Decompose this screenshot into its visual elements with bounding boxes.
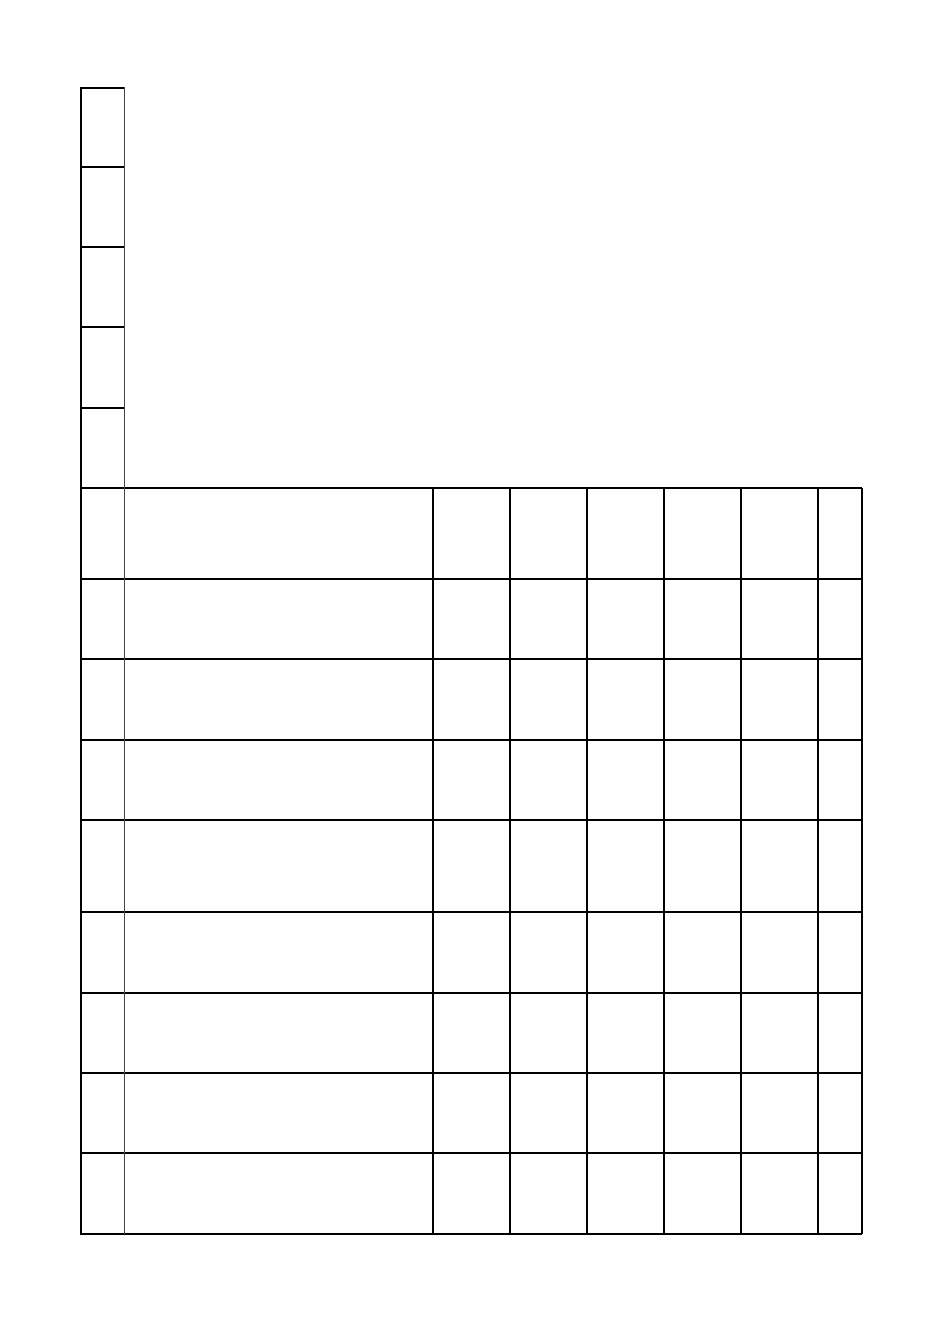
- option-f: [817, 167, 862, 247]
- option-e: [740, 167, 817, 247]
- option-b: [509, 488, 586, 579]
- question-number: [80, 740, 124, 820]
- option-d: [663, 1073, 740, 1153]
- option-e: [740, 327, 817, 408]
- option-c: [586, 740, 663, 820]
- option-f: [817, 912, 862, 993]
- option-c: [586, 167, 663, 247]
- option-b: [509, 993, 586, 1073]
- option-a: [432, 87, 509, 167]
- grid-line: [80, 1152, 862, 1154]
- option-d: [663, 579, 740, 659]
- option-d: [663, 408, 740, 488]
- question-text: [124, 740, 432, 820]
- question-number: [80, 1073, 124, 1153]
- question-number: [80, 1153, 124, 1234]
- option-f: [817, 327, 862, 408]
- question-number: [80, 659, 124, 740]
- question-text: [124, 820, 432, 912]
- grid-line: [80, 1072, 862, 1074]
- grid-line: [817, 488, 819, 1234]
- question-text: [124, 327, 432, 408]
- option-a: [432, 912, 509, 993]
- question-text: [124, 167, 432, 247]
- option-c: [586, 579, 663, 659]
- question-text: [124, 912, 432, 993]
- option-a: [432, 740, 509, 820]
- question-text: [124, 408, 432, 488]
- option-a: [432, 488, 509, 579]
- option-e: [740, 820, 817, 912]
- grid-line: [124, 87, 125, 1234]
- question-number: [80, 579, 124, 659]
- question-text: [124, 579, 432, 659]
- grid-line: [80, 166, 124, 168]
- grid-line: [80, 658, 862, 660]
- option-c: [586, 912, 663, 993]
- grid-line: [663, 488, 665, 1234]
- question-text: [124, 1153, 432, 1234]
- option-a: [432, 167, 509, 247]
- option-b: [509, 579, 586, 659]
- question-number: [80, 247, 124, 327]
- option-a: [432, 993, 509, 1073]
- question-number: [80, 87, 124, 167]
- option-e: [740, 993, 817, 1073]
- option-b: [509, 167, 586, 247]
- option-c: [586, 820, 663, 912]
- option-f: [817, 1153, 862, 1234]
- option-c: [586, 1153, 663, 1234]
- option-c: [586, 87, 663, 167]
- option-f: [817, 247, 862, 327]
- option-a: [432, 408, 509, 488]
- option-d: [663, 1153, 740, 1234]
- grid-line: [586, 488, 588, 1234]
- option-a: [432, 327, 509, 408]
- grid-line: [861, 488, 863, 1234]
- option-b: [509, 740, 586, 820]
- option-c: [586, 488, 663, 579]
- option-b: [509, 912, 586, 993]
- question-text: [124, 488, 432, 579]
- grid-line: [80, 739, 862, 741]
- grid-line: [80, 911, 862, 913]
- question-number: [80, 488, 124, 579]
- grid-line: [740, 488, 742, 1234]
- grid-line: [80, 326, 124, 328]
- option-e: [740, 488, 817, 579]
- grid-line: [80, 246, 124, 248]
- grid-line: [80, 819, 862, 821]
- question-number: [80, 993, 124, 1073]
- option-e: [740, 912, 817, 993]
- option-d: [663, 87, 740, 167]
- option-a: [432, 659, 509, 740]
- question-text: [124, 247, 432, 327]
- grid-line: [80, 1233, 862, 1235]
- option-e: [740, 408, 817, 488]
- option-d: [663, 327, 740, 408]
- option-b: [509, 327, 586, 408]
- option-f: [817, 659, 862, 740]
- option-f: [817, 87, 862, 167]
- option-b: [509, 247, 586, 327]
- option-f: [817, 820, 862, 912]
- option-f: [817, 488, 862, 579]
- option-b: [509, 820, 586, 912]
- question-number: [80, 820, 124, 912]
- grid-line: [80, 487, 862, 489]
- option-a: [432, 820, 509, 912]
- option-a: [432, 247, 509, 327]
- option-d: [663, 247, 740, 327]
- option-d: [663, 820, 740, 912]
- grid-line: [80, 407, 124, 409]
- option-c: [586, 659, 663, 740]
- option-b: [509, 659, 586, 740]
- option-b: [509, 408, 586, 488]
- option-b: [509, 87, 586, 167]
- question-number: [80, 327, 124, 408]
- question-text: [124, 1073, 432, 1153]
- option-c: [586, 1073, 663, 1153]
- option-b: [509, 1153, 586, 1234]
- question-table: [80, 87, 862, 1234]
- option-d: [663, 488, 740, 579]
- option-e: [740, 247, 817, 327]
- option-e: [740, 1153, 817, 1234]
- option-d: [663, 740, 740, 820]
- option-d: [663, 659, 740, 740]
- grid-line: [432, 488, 434, 1234]
- option-e: [740, 579, 817, 659]
- option-c: [586, 993, 663, 1073]
- option-a: [432, 1073, 509, 1153]
- option-e: [740, 659, 817, 740]
- option-e: [740, 740, 817, 820]
- question-text: [124, 659, 432, 740]
- option-c: [586, 408, 663, 488]
- option-f: [817, 993, 862, 1073]
- option-e: [740, 1073, 817, 1153]
- option-b: [509, 1073, 586, 1153]
- option-d: [663, 912, 740, 993]
- option-e: [740, 87, 817, 167]
- grid-line: [80, 87, 82, 1234]
- grid-line: [509, 488, 511, 1234]
- option-f: [817, 408, 862, 488]
- option-f: [817, 740, 862, 820]
- option-a: [432, 1153, 509, 1234]
- option-d: [663, 993, 740, 1073]
- question-number: [80, 912, 124, 993]
- grid-line: [80, 992, 862, 994]
- option-f: [817, 579, 862, 659]
- grid-line: [80, 578, 862, 580]
- question-text: [124, 993, 432, 1073]
- option-c: [586, 327, 663, 408]
- option-c: [586, 247, 663, 327]
- question-number: [80, 408, 124, 488]
- option-d: [663, 167, 740, 247]
- option-f: [817, 1073, 862, 1153]
- option-a: [432, 579, 509, 659]
- question-number: [80, 167, 124, 247]
- grid-line: [80, 87, 124, 89]
- question-text: [124, 87, 432, 167]
